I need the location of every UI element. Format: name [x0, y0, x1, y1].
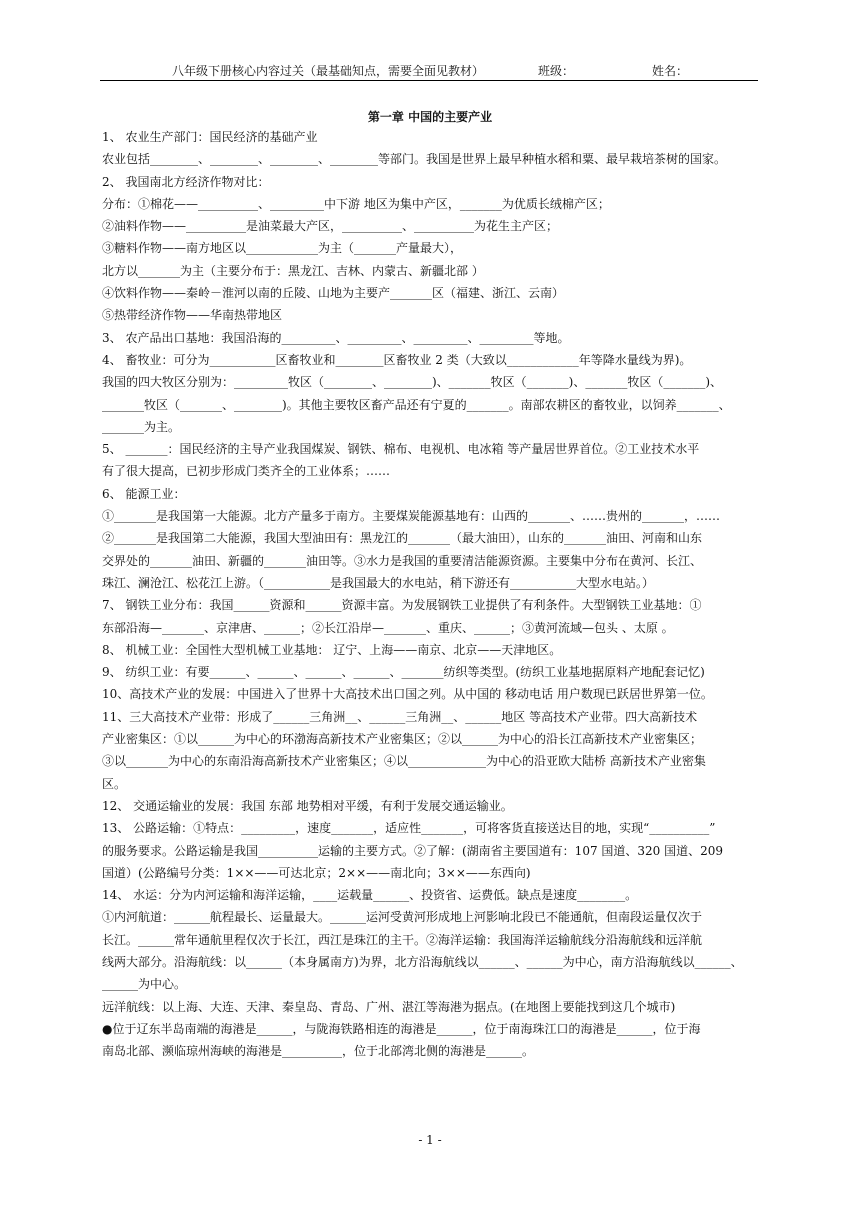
text-line: 11、三大高技术产业带：形成了______三角洲__、______三角洲__、______地区 等高技术产业带。四大高新技术	[102, 709, 698, 724]
text-line: ●位于辽东半岛南端的海港是______，与陇海铁路相连的海港是______，位于南海珠江口的海港是______，位于海	[102, 1021, 701, 1036]
chapter-title: 第一章 中国的主要产业	[367, 110, 493, 124]
text-line: ②_______是我国第二大能源，我国大型油田有：黑龙江的_______（最大油田），山东的_______油田、河南和山东	[102, 531, 703, 546]
page-header	[100, 62, 758, 81]
text-line: 交界处的_______油田、新疆的_______油田等。③水力是我国的重要清洁能源资源。主要集中分布在黄河、长江、	[102, 553, 703, 568]
text-line: 国道）(公路编号分类：1××——可达北京；2××——南北向；3××——东西向)	[102, 865, 531, 880]
text-line: 分布：①棉花——__________、_________中下游 地区为集中产区，_______为优质长绒棉产区；	[102, 196, 610, 211]
text-line: ③糖料作物——南方地区以____________为主（_______产量最大），	[102, 241, 463, 256]
text-line: ④饮料作物——秦岭－淮河以南的丘陵、山地为主要产_______区（福建、浙江、云南）	[102, 286, 565, 301]
text-line: ⑤热带经济作物——华南热带地区	[102, 308, 283, 323]
text-line: 13、 公路运输：①特点：_________，速度_______，适应性_______，可将客货直接送达目的地，实现“__________”	[102, 821, 716, 836]
text-line: 9、 纺织工业：有要______、______、______、______、_______纺织等类型。(纺织工业基地据原料产地配套记忆)	[102, 665, 705, 680]
name-label: 姓名：	[652, 64, 689, 78]
text-line: 1、 农业生产部门：国民经济的基础产业	[102, 130, 318, 144]
text-line: 南岛北部、濒临琼州海峡的海港是__________，位于北部湾北侧的海港是______。	[102, 1044, 535, 1059]
text-line: 10、高技术产业的发展：中国进入了世界十大高技术出口国之列。从中国的 移动电话 用户数现已跃居世界第一位。	[102, 687, 713, 702]
text-line: 12、 交通运输业的发展：我国 东部 地势相对平缓，有利于发展交通运输业。	[102, 798, 513, 813]
header-title: 八年级下册核心内容过关（最基础知点，需要全面见教材）	[172, 64, 485, 78]
text-line: 的服务要求。公路运输是我国__________运输的主要方式。②了解：(湖南省主要国道有：107 国道、320 国道、209	[102, 843, 724, 858]
text-line: 我国的四大牧区分别为：_________牧区（________、________)、_______牧区（_______)、_______牧区（_______)、	[102, 375, 723, 390]
text-line: ①_______是我国第一大能源。北方产量多于南方。主要煤炭能源基地有：山西的_______、……贵州的_______，……	[102, 509, 721, 524]
text-line: ②油料作物——__________是油菜最大产区，__________、__________为花生主产区；	[102, 219, 559, 234]
text-line: ①内河航道：______航程最长、运量最大。______运河受黄河形成地上河影响北段已不能通航，但南段运量仅次于	[102, 910, 703, 925]
text-line: _______牧区（_______、________)。其他主要牧区畜产品还有宁夏的_______。南部农耕区的畜牧业，以饲养_______、	[102, 397, 731, 412]
text-line: 有了很大提高，已初步形成门类齐全的工业体系；……	[102, 464, 391, 479]
text-line: 线两大部分。沿海航线：以______（本身属南方)为界，北方沿海航线以______、______为中心，南方沿海航线以______、	[102, 954, 743, 969]
text-line: 3、 农产品出口基地：我国沿海的_________、_________、_________、_________等地。	[102, 330, 570, 345]
text-line: 北方以_______为主（主要分布于：黑龙江、吉林、内蒙古、新疆北部 ）	[102, 263, 484, 278]
text-line: 2、 我国南北方经济作物对比：	[102, 174, 270, 189]
text-line: 远洋航线：以上海、大连、天津、秦皇岛、青岛、广州、湛江等海港为据点。(在地图上要能找到这几个城市)	[102, 999, 676, 1014]
text-line: 农业包括________、________、________、________等部门。我国是世界上最早种植水稻和粟、最早栽培茶树的国家。	[102, 152, 727, 167]
text-line: 区。	[102, 776, 127, 791]
text-line: 珠江、澜沧江、松花江上游。（___________是我国最大的水电站，稍下游还有___________大型水电站。）	[102, 575, 655, 590]
text-line: 14、 水运：分为内河运输和海洋运输，____运载量______、投资省、运费低。缺点是速度________。	[102, 888, 638, 903]
document-body	[102, 126, 758, 1062]
text-line: ______为中心。	[102, 977, 187, 992]
text-line: 东部沿海—_______、京津唐、______；②长江沿岸—_______、重庆、______；③黄河流域—包头 、太原 。	[102, 620, 674, 635]
text-line: 8、 机械工业：全国性大型机械工业基地： 辽宁、上海——南京、北京——天津地区。	[102, 642, 562, 657]
text-line: 长江。______常年通航里程仅次于长江，西江是珠江的主干。②海洋运输：我国海洋运输航线分沿海航线和远洋航	[102, 932, 703, 947]
text-line: 4、 畜牧业：可分为___________区畜牧业和________区畜牧业 2 类（大致以____________年等降水量线为界)。	[102, 352, 692, 367]
text-line: 7、 钢铁工业分布：我国______资源和______资源丰富。为发展钢铁工业提供了有利条件。大型钢铁工业基地：①	[102, 598, 702, 613]
text-line: 5、 _______：国民经济的主导产业我国煤炭、钢铁、棉布、电视机、电冰箱 等产量居世界首位。②工业技术水平	[102, 442, 700, 457]
text-line: 产业密集区：①以______为中心的环渤海高新技术产业密集区；②以______为中心的沿长江高新技术产业密集区；	[102, 732, 703, 747]
text-line: ③以_______为中心的东南沿海高新技术产业密集区；④以_____________为中心的沿亚欧大陆桥 高新技术产业密集	[102, 754, 706, 769]
class-label: 班级：	[538, 64, 575, 78]
text-line: _______为主。	[102, 419, 181, 434]
page-number: - 1 -	[418, 1133, 442, 1147]
text-line: 6、 能源工业：	[102, 486, 186, 501]
